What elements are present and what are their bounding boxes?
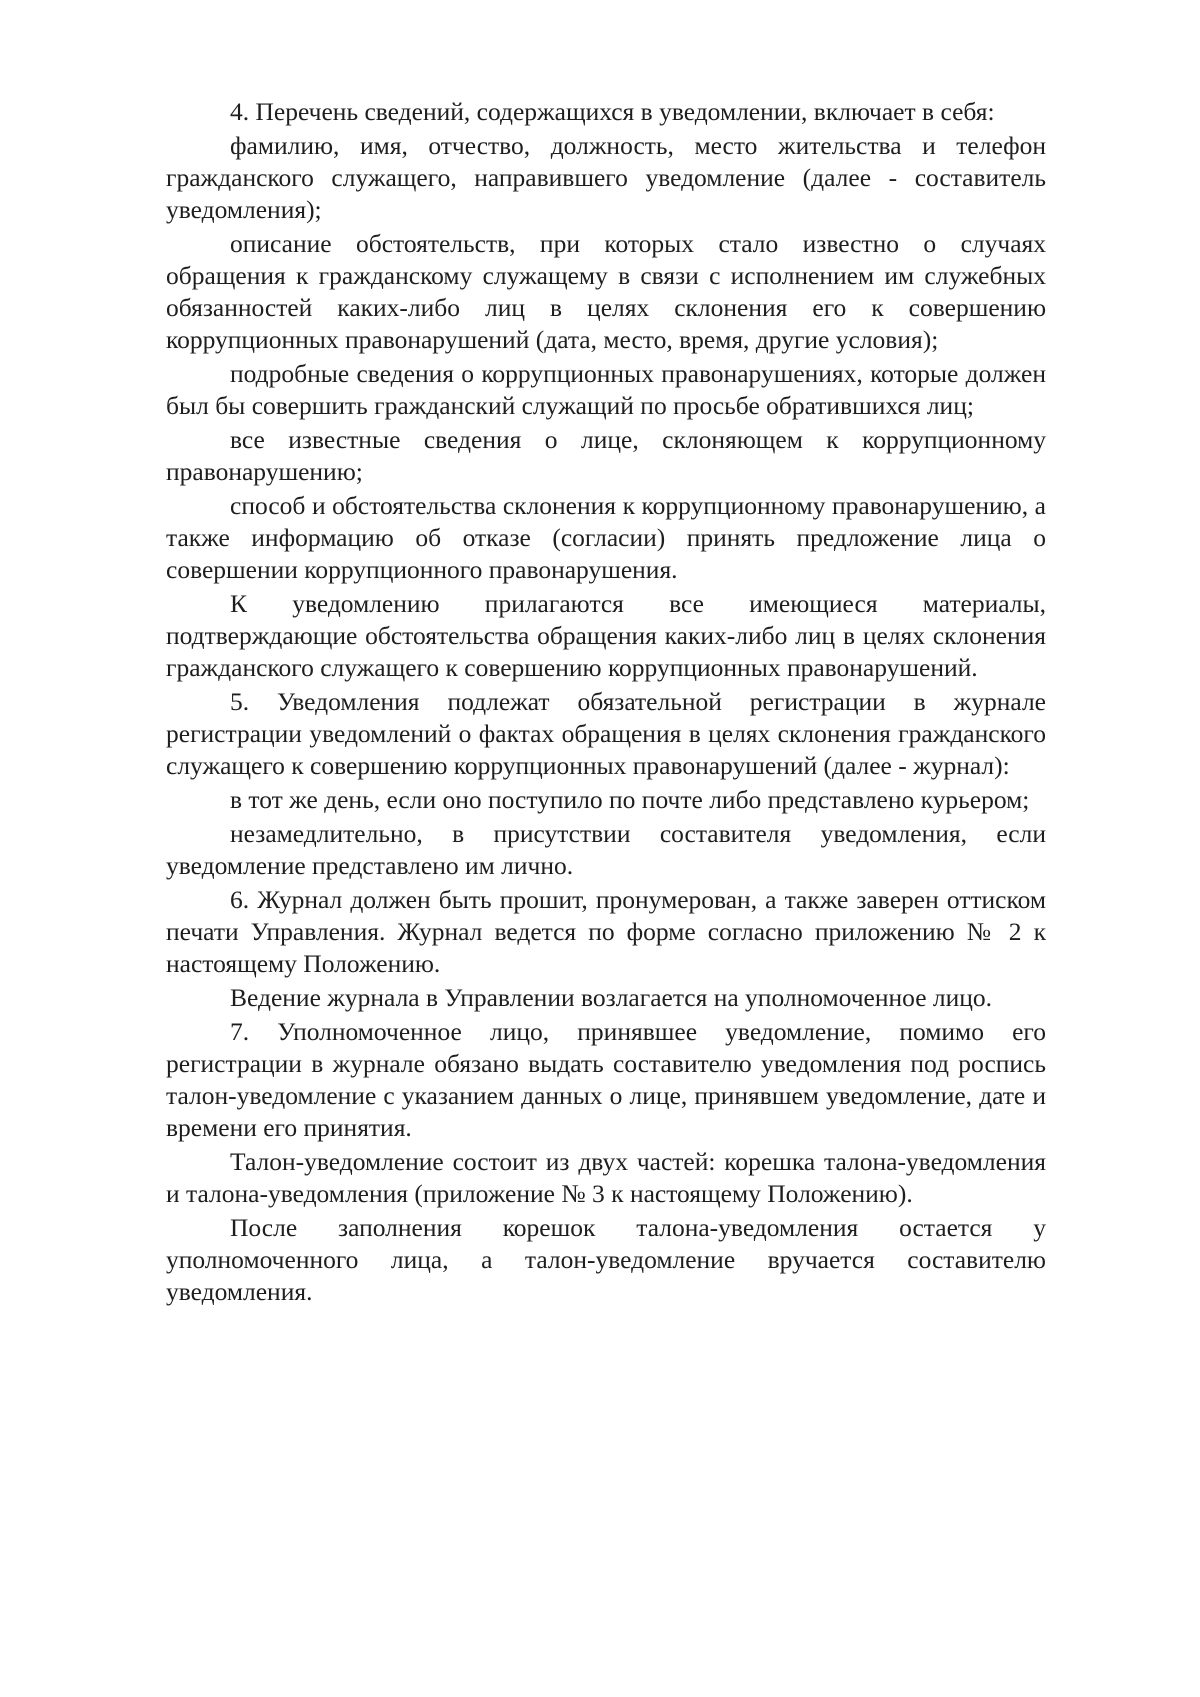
document-body bbox=[166, 96, 1046, 1310]
paragraph-item-7-authorized-person: 7. Уполномоченное лицо, принявшее уведомление, помимо его регистрации в журнале обязано выдать составителю уведомления под роспись талон-уведомление с указанием данных о лице, принявшем уведомление, дате и времени его принятия. bbox=[166, 1017, 1046, 1142]
paragraph-same-day: в тот же день, если оно поступило по почте либо представлено курьером; bbox=[230, 785, 1030, 814]
paragraph-attachments: К уведомлению прилагаются все имеющиеся материалы, подтверждающие обстоятельства обращения каких-либо лиц в целях склонения гражданского служащего к совершению коррупционных правонарушений. bbox=[166, 589, 1046, 682]
paragraph-offense-details: подробные сведения о коррупционных правонарушениях, которые должен был бы совершить гражданский служащий по просьбе обратившихся лиц; bbox=[166, 359, 1046, 420]
paragraph-item-6-journal: 6. Журнал должен быть прошит, пронумерован, а также заверен оттиском печати Управления. Журнал ведется по форме согласно приложению № 2 к настоящему Положению. bbox=[166, 885, 1046, 978]
paragraph-after-filling: После заполнения корешок талона-уведомления остается у уполномоченного лица, а талон-уведомление вручается составителю уведомления. bbox=[166, 1213, 1046, 1306]
paragraph-method: способ и обстоятельства склонения к коррупционному правонарушению, а также информацию об отказе (согласии) принять предложение лица о совершении коррупционного правонарушения. bbox=[166, 491, 1046, 584]
paragraph-item-4-heading: 4. Перечень сведений, содержащихся в уведомлении, включает в себя: bbox=[230, 97, 995, 126]
paragraph-item-5-registration: 5. Уведомления подлежат обязательной регистрации в журнале регистрации уведомлений о фактах обращения в целях склонения гражданского служащего к совершению коррупционных правонарушений (далее - журнал): bbox=[166, 687, 1046, 780]
paragraph-circumstances: описание обстоятельств, при которых стало известно о случаях обращения к гражданскому служащему в связи с исполнением им служебных обязанностей каких-либо лиц в целях склонения его к совершению коррупционных правонарушений (дата, место, время, другие условия); bbox=[166, 229, 1046, 354]
paragraph-journal-keeping: Ведение журнала в Управлении возлагается на уполномоченное лицо. bbox=[230, 983, 993, 1012]
paragraph-immediately: незамедлительно, в присутствии составителя уведомления, если уведомление представлено им лично. bbox=[166, 819, 1046, 880]
paragraph-person-info: все известные сведения о лице, склоняющем к коррупционному правонарушению; bbox=[166, 425, 1046, 486]
paragraph-personal-data: фамилию, имя, отчество, должность, место жительства и телефон гражданского служащего, направившего уведомление (далее - составитель уведомления); bbox=[166, 131, 1046, 224]
paragraph-coupon-parts: Талон-уведомление состоит из двух частей: корешка талона-уведомления и талона-уведомления (приложение № 3 к настоящему Положению). bbox=[166, 1147, 1046, 1208]
